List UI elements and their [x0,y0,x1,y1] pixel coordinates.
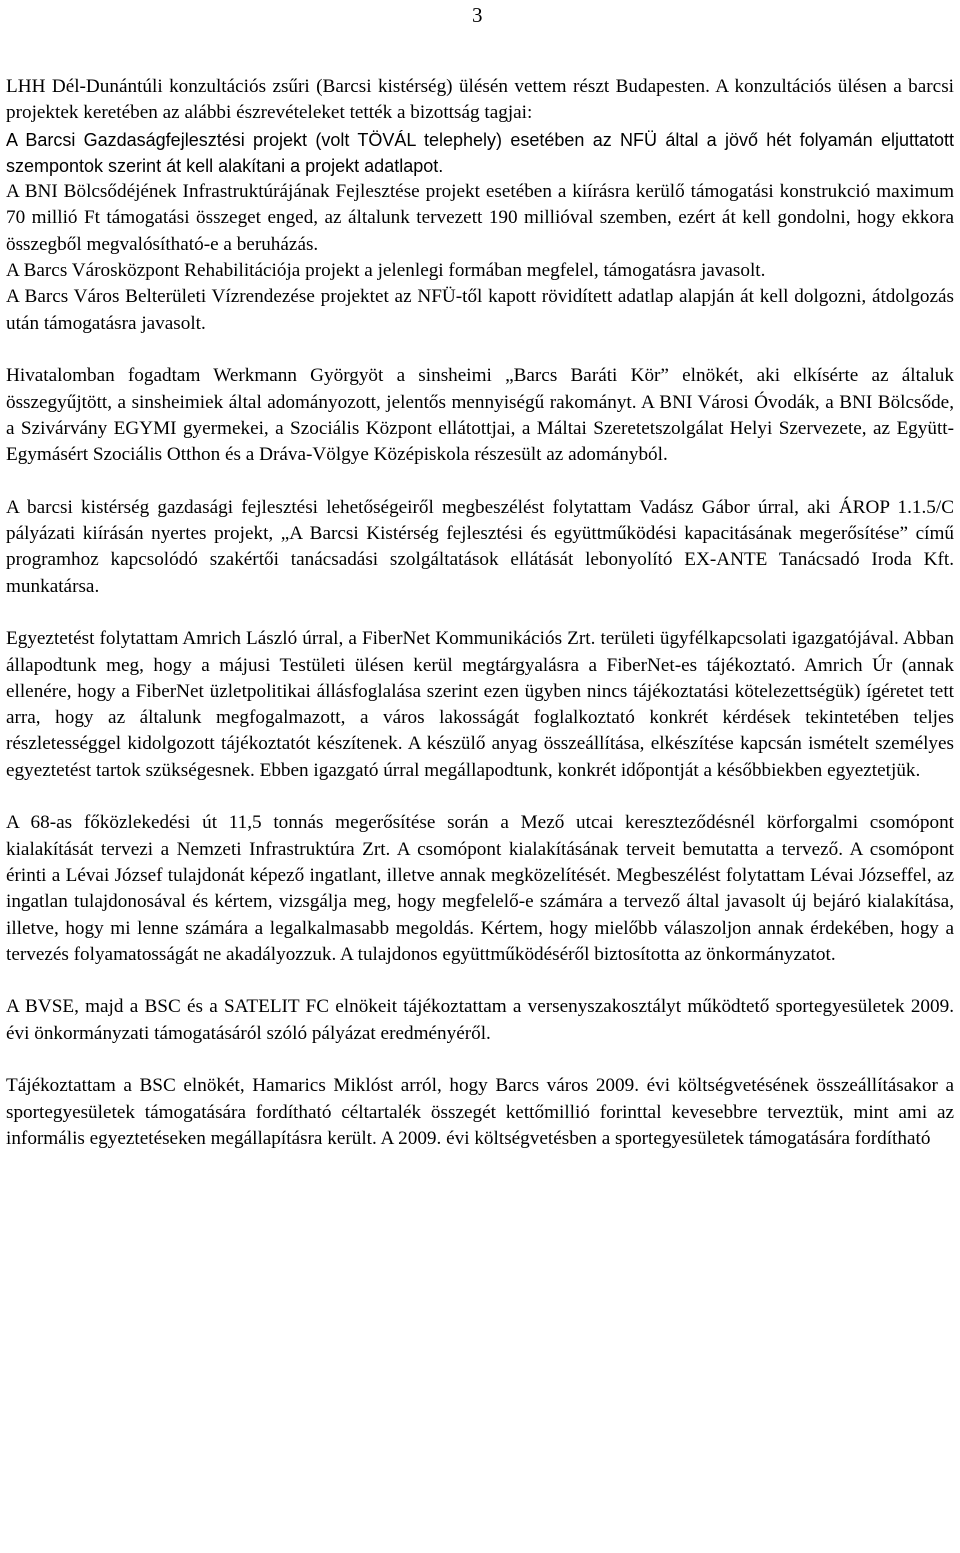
paragraph-gap [6,468,954,494]
paragraph-konzultacio-intro: LHH Dél-Dunántúli konzultációs zsűri (Barcsi kistérség) ülésén vettem részt Budapesten. A konzultációs ülésen a barcsi projektek keretében az alábbi észrevételeket tették a bizottság tagjai: [6,76,954,124]
paragraph-sportegyesuletek: A BVSE, majd a BSC és a SATELIT FC elnökeit tájékoztattam a versenyszakosztályt működtető sportegyesületek 2009. évi önkormányzati támogatásáról szóló pályázat eredményéről. [6,996,954,1044]
paragraph-gap [6,600,954,626]
paragraph-gazdasagfejlesztesi: A Barcsi Gazdaságfejlesztési projekt (volt TÖVÁL telephely) esetében az NFÜ által a jövő hét folyamán eljuttatott szempontok szerint át kell alakítani a projekt adatlapot. [6,129,954,176]
paragraph-varoskozpont: A Barcs Városközpont Rehabilitációja projekt a jelenlegi formában megfelel, támogatásra javasolt. [6,260,766,282]
paragraph-gap [6,968,954,994]
paragraph-gap [6,337,954,363]
paragraph-gap [6,784,954,810]
page-number: 3 [472,3,483,27]
paragraph-bsc: Tájékoztattam a BSC elnökét, Hamarics Miklóst arról, hogy Barcs város 2009. évi költségvetésének összeállításakor a sportegyesületek támogatására fordítható céltartalék összegét kettőmillió forinttal kevesebbre terveztük, mint ami az informális egyeztetéseken megállapításra került. A 2009. évi költségvetésben a sportegyesületek támogatására fordítható [6,1075,954,1149]
paragraph-fibernet: Egyeztetést folytattam Amrich László úrral, a FiberNet Kommunikációs Zrt. területi ügyfélkapcsolati igazgatójával. Abban állapodtunk meg, hogy a májusi Testületi ülésen kerül megtárgyalásra a FiberNet-es tájékoztató. Amrich Úr (annak ellenére, hogy a FiberNet üzletpolitikai állásfoglalása szerint ezen ügyben nincs tájékoztatási kötelezettségük) ígéretet tett arra, hogy az általunk megfogalmazott, a város lakosságát foglalkoztató konkrét kérdések tekintetében teljes részletességgel kidolgozott tájékoztatót készítenek. A készülő anyag összeállítása, elkészítése kapcsán ismételt személyes egyeztetést tartok szükségesnek. Ebben igazgató úrral megállapodtunk, konkrét időpontját a későbbiekben egyeztetjük. [6,628,954,781]
paragraph-gap [6,1047,954,1073]
paragraph-korforgalom: A 68-as főközlekedési út 11,5 tonnás megerősítése során a Mező utcai kereszteződésnél körforgalmi csomópont kialakítását tervezi a Nemzeti Infrastruktúra Zrt. A csomópont kialakításának terveit bemutatta a tervező. A csomópont érinti a Lévai József tulajdonát képező ingatlant, illetve annak megközelítését. Megbeszélést folytattam Lévai Józseffel, az ingatlan tulajdonosával és kértem, vizsgálja meg, hogy megfelelő-e számára a tervező által javasolt új bejáró kialakítása, illetve, hogy mi lenne számára a legalkalmasabb megoldás. Kértem, hogy mielőbb válaszoljon annak érdekében, hogy a tervezés folyamatosságát ne akadályozzuk. A tulajdonos együttműködéséről biztosította az önkormányzatot. [6,812,954,965]
paragraph-werkmann: Hivatalomban fogadtam Werkmann Györgyöt a sinsheimi „Barcs Baráti Kör” elnökét, aki elkísérte az általuk összegyűjtött, a sinsheimiek által adományozott, jelentős mennyiségű rakományt. A BNI Városi Óvodák, a BNI Bölcsőde, a Szivárvány EGYMI gyermekei, a Szociális Központ ellátottjai, a Máltai Szeretetszolgálat Helyi Szervezete, az Együtt-Egymásért Szociális Otthon és a Dráva-Völgye Középiskola részesült az adományból. [6,365,954,466]
document-body [6,74,954,1152]
paragraph-bolcsode: A BNI Bölcsődéjének Infrastruktúrájának Fejlesztése projekt esetében a kiírásra kerülő támogatási konstrukció maximum 70 millió Ft támogatási összeget enged, az általunk tervezett 190 millióval szemben, ezért át kell gondolni, hogy ekkora összegből megvalósítható-e a beruházás. [6,181,954,255]
paragraph-vadasz: A barcsi kistérség gazdasági fejlesztési lehetőségeiről megbeszélést folytattam Vadász Gábor úrral, aki ÁROP 1.1.5/C pályázati kiírásán nyertes projekt, „A Barcsi Kistérség fejlesztési és együttműködési kapacitásának megerősítése” című programhoz kapcsolódó szakértői tanácsadási szolgáltatások ellátását lebonyolító EX-ANTE Tanácsadó Iroda Kft. munkatársa. [6,496,954,597]
paragraph-vizrendezes: A Barcs Város Belterületi Vízrendezése projektet az NFÜ-től kapott rövidített adatlap alapján át kell dolgozni, átdolgozás után támogatásra javasolt. [6,286,954,334]
